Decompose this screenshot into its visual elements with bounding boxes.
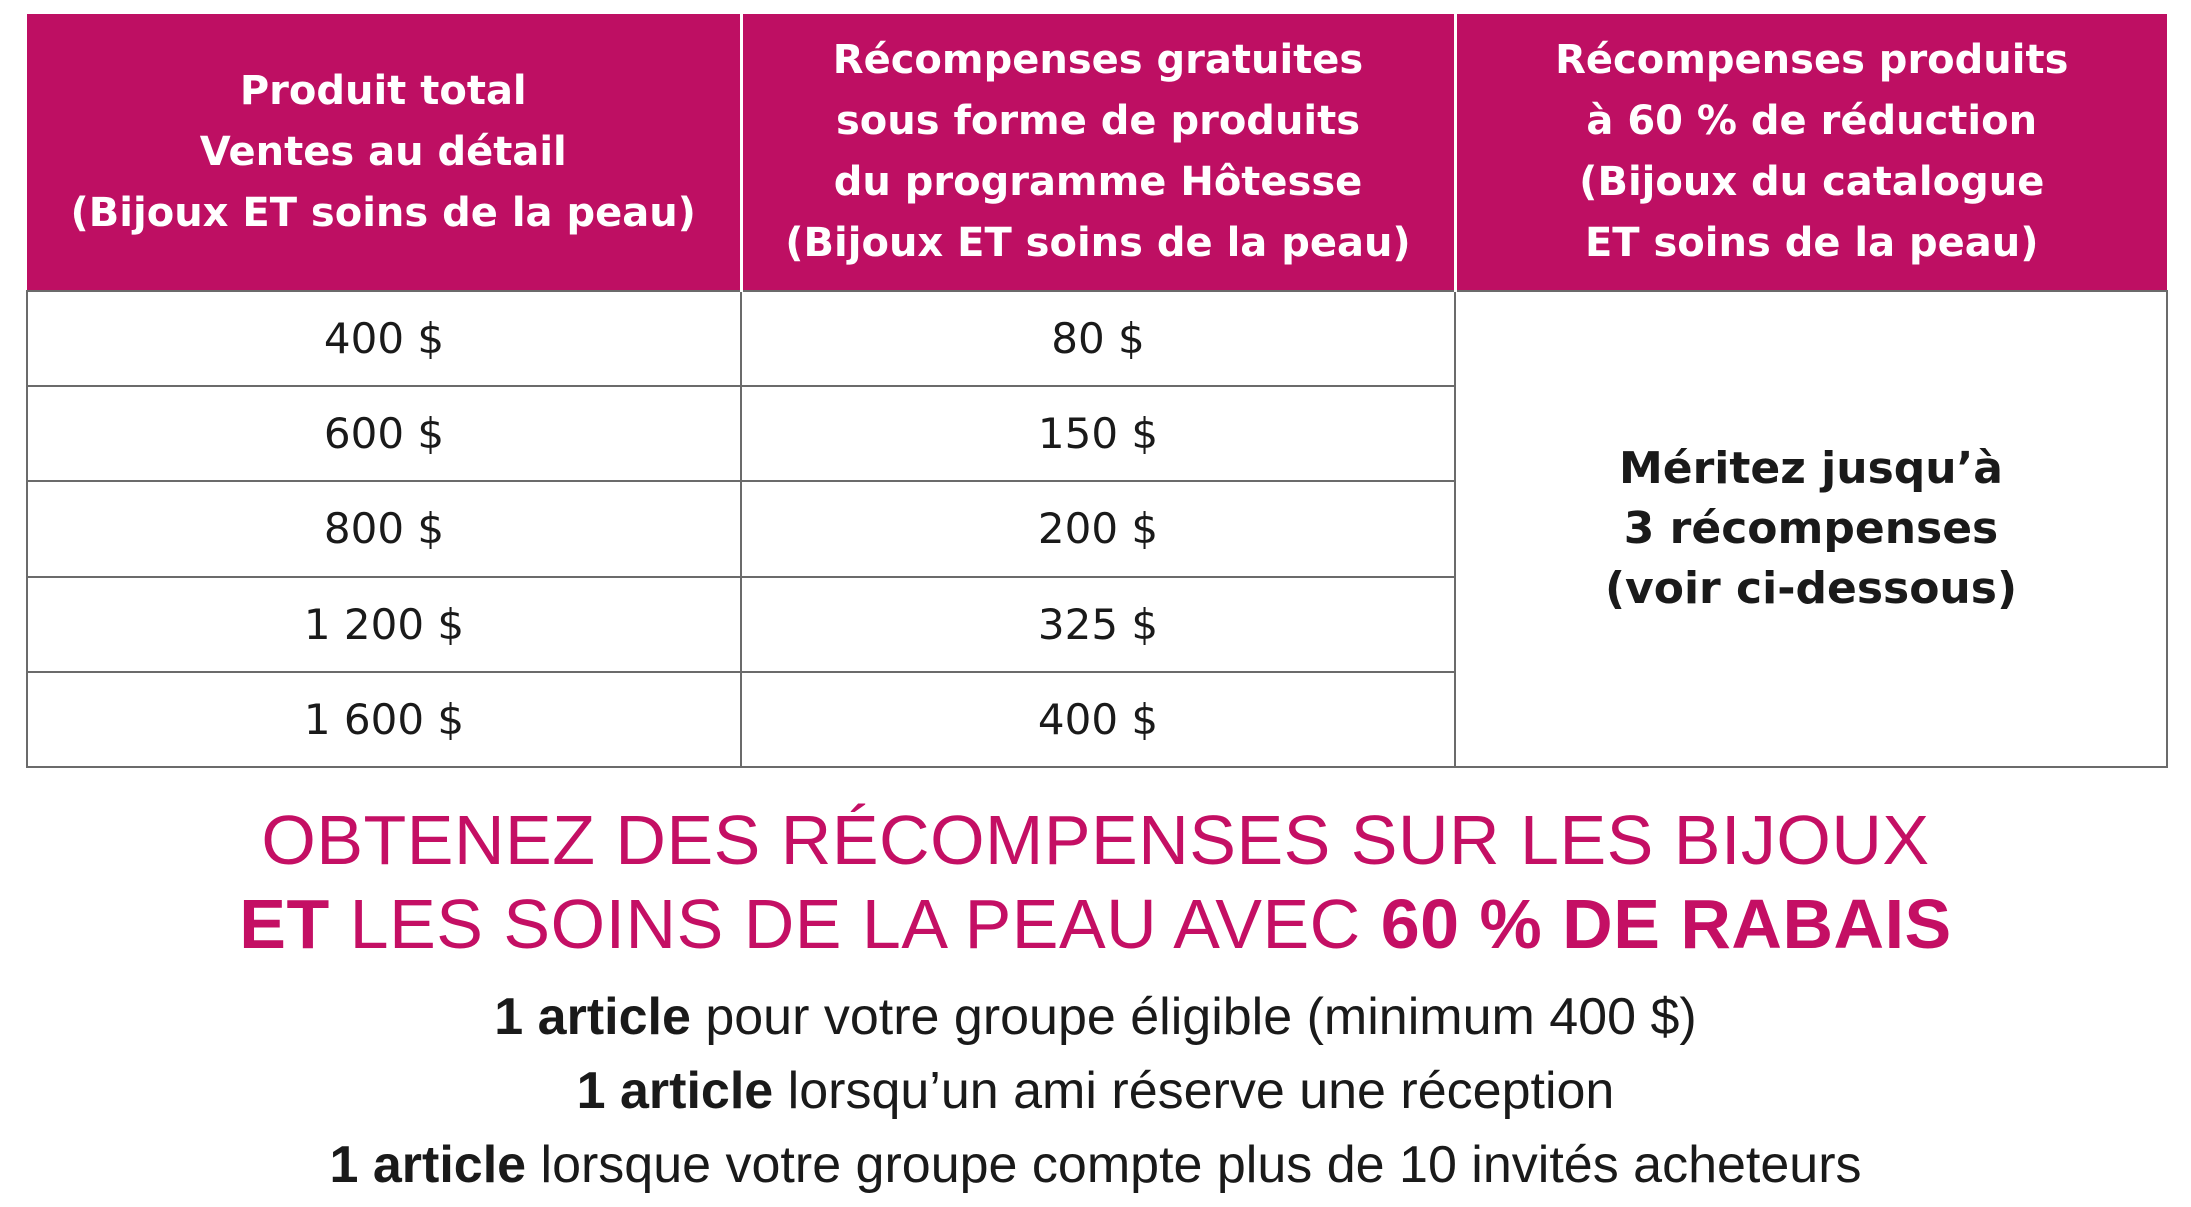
headline-line-2-bold-end: 60 % DE RABAIS bbox=[1380, 885, 1952, 963]
list-item bbox=[0, 1128, 2191, 1202]
list-item-count: 1 article bbox=[329, 1136, 527, 1194]
sales-cell: 1 600 $ bbox=[27, 672, 741, 767]
header-free-rewards: Récompenses gratuites sous forme de produits du programme Hôtesse (Bijoux ET soins de la peau) bbox=[741, 14, 1455, 291]
header-total-sales: Produit total Ventes au détail (Bijoux ET soins de la peau) bbox=[27, 14, 741, 291]
sales-cell: 400 $ bbox=[27, 291, 741, 386]
list-item-count: 1 article bbox=[494, 988, 691, 1046]
headline-line-2-bold-start: ET bbox=[239, 885, 330, 963]
promo-headline bbox=[0, 798, 2191, 966]
headline-line-2-middle: LES SOINS DE LA PEAU AVEC bbox=[329, 885, 1381, 963]
reward-cell: 200 $ bbox=[741, 481, 1455, 576]
reward-cell: 400 $ bbox=[741, 672, 1455, 767]
sales-cell: 800 $ bbox=[27, 481, 741, 576]
rewards-list bbox=[0, 980, 2191, 1202]
headline-line-2 bbox=[0, 882, 2191, 966]
sales-cell: 600 $ bbox=[27, 386, 741, 481]
list-item bbox=[0, 1054, 2191, 1128]
headline-line-1 bbox=[0, 798, 2191, 882]
table-body bbox=[27, 291, 2167, 767]
sales-cell: 1 200 $ bbox=[27, 577, 741, 672]
table-header bbox=[27, 14, 2167, 291]
list-item-count: 1 article bbox=[576, 1062, 774, 1120]
header-discount-rewards: Récompenses produits à 60 % de réduction (Bijoux du catalogue ET soins de la peau) bbox=[1455, 14, 2167, 291]
reward-cell: 150 $ bbox=[741, 386, 1455, 481]
rewards-table bbox=[26, 14, 2168, 768]
list-item-text: lorsqu’un ami réserve une réception bbox=[773, 1062, 1615, 1120]
list-item-text: lorsque votre groupe compte plus de 10 invités acheteurs bbox=[526, 1136, 1862, 1194]
headline-line-1-text: OBTENEZ DES RÉCOMPENSES SUR LES BIJOUX bbox=[261, 801, 1930, 879]
table-row bbox=[27, 291, 2167, 386]
header-row bbox=[27, 14, 2167, 291]
rewards-note-cell: Méritez jusqu’à 3 récompenses (voir ci-dessous) bbox=[1455, 291, 2167, 767]
list-item bbox=[0, 980, 2191, 1054]
reward-cell: 80 $ bbox=[741, 291, 1455, 386]
reward-cell: 325 $ bbox=[741, 577, 1455, 672]
list-item-text: pour votre groupe éligible (minimum 400 $) bbox=[690, 988, 1697, 1046]
